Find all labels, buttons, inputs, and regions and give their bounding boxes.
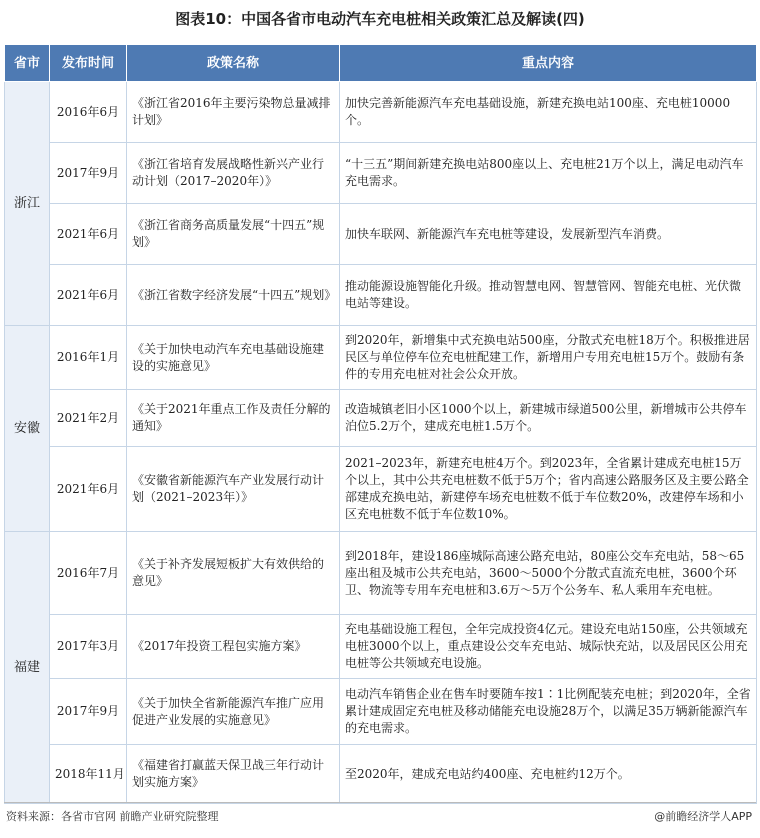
policy-name-cell: 《浙江省数字经济发展“十四五”规划》 <box>127 265 340 326</box>
policy-name-cell: 《浙江省培育发展战略性新兴产业行动计划（2017–2020年）》 <box>127 143 340 204</box>
province-cell: 福建 <box>5 532 50 804</box>
table-row <box>5 745 757 804</box>
date-cell: 2018年11月 <box>50 745 127 804</box>
policy-name-cell: 《关于2021年重点工作及责任分解的通知》 <box>127 390 340 447</box>
table-header-row <box>5 45 757 82</box>
source-note: 资料来源：各省市官网 前瞻产业研究院整理 <box>6 810 219 823</box>
column-header-key-content: 重点内容 <box>340 45 757 82</box>
column-header-date: 发布时间 <box>50 45 127 82</box>
table-row <box>5 447 757 532</box>
policy-name-cell: 《关于补齐发展短板扩大有效供给的意见》 <box>127 532 340 615</box>
date-cell: 2021年6月 <box>50 265 127 326</box>
column-header-province: 省市 <box>5 45 50 82</box>
content-cell: 加快车联网、新能源汽车充电桩等建设，发展新型汽车消费。 <box>340 204 757 265</box>
policy-name-cell: 《福建省打赢蓝天保卫战三年行动计划实施方案》 <box>127 745 340 804</box>
column-header-policy-name: 政策名称 <box>127 45 340 82</box>
date-cell: 2016年1月 <box>50 326 127 390</box>
date-cell: 2021年2月 <box>50 390 127 447</box>
content-cell: 改造城镇老旧小区1000个以上，新建城市绿道500公里，新增城市公共停车泊位5.2万个，建成充电桩1.5万个。 <box>340 390 757 447</box>
province-cell: 安徽 <box>5 326 50 532</box>
chart-title: 图表10：中国各省市电动汽车充电桩相关政策汇总及解读(四) <box>175 10 585 28</box>
table-row <box>5 265 757 326</box>
table-row <box>5 679 757 745</box>
content-cell: 到2018年，建设186座城际高速公路充电站，80座公交车充电站，58～65座出租及城市公共充电站，3600～5000个分散式直流充电桩，3600个环卫、物流等专用车充电桩和3.6万～5万个公务车、私人乘用车充电桩。 <box>340 532 757 615</box>
date-cell: 2016年6月 <box>50 82 127 143</box>
date-cell: 2017年9月 <box>50 679 127 745</box>
policy-name-cell: 《关于加快全省新能源汽车推广应用促进产业发展的实施意见》 <box>127 679 340 745</box>
content-cell: 电动汽车销售企业在售车时要随车按1∶1比例配装充电桩；到2020年，全省累计建成固定充电桩及移动储能充电设施28万个，以满足35万辆新能源汽车的充电需求。 <box>340 679 757 745</box>
policy-name-cell: 《安徽省新能源汽车产业发展行动计划（2021–2023年）》 <box>127 447 340 532</box>
content-cell: “十三五”期间新建充换电站800座以上、充电桩21万个以上，满足电动汽车充电需求。 <box>340 143 757 204</box>
table-row <box>5 532 757 615</box>
table-row <box>5 204 757 265</box>
policy-name-cell: 《2017年投资工程包实施方案》 <box>127 615 340 679</box>
content-cell: 加快完善新能源汽车充电基础设施，新建充换电站100座、充电桩10000个。 <box>340 82 757 143</box>
date-cell: 2021年6月 <box>50 447 127 532</box>
policy-table <box>4 44 757 804</box>
footer-divider <box>4 802 756 803</box>
table-row <box>5 326 757 390</box>
policy-name-cell: 《浙江省商务高质量发展“十四五”规划》 <box>127 204 340 265</box>
brand-credit: @前瞻经济学人APP <box>654 810 752 823</box>
content-cell: 至2020年，建成充电站约400座、充电桩约12万个。 <box>340 745 757 804</box>
table-row <box>5 615 757 679</box>
content-cell: 到2020年，新增集中式充换电站500座，分散式充电桩18万个。积极推进居民区与单位停车位充电桩配建工作，新增用户专用充电桩15万个。鼓励有条件的专用充电桩对社会公众开放。 <box>340 326 757 390</box>
date-cell: 2021年6月 <box>50 204 127 265</box>
table-row <box>5 390 757 447</box>
policy-name-cell: 《浙江省2016年主要污染物总量减排计划》 <box>127 82 340 143</box>
content-cell: 充电基础设施工程包，全年完成投资4亿元。建设充电站150座，公共领域充电桩3000个以上，重点建设公交车充电站、城际快充站，以及居民区公用充电桩等公共领域充电设施。 <box>340 615 757 679</box>
table-row <box>5 82 757 143</box>
date-cell: 2017年9月 <box>50 143 127 204</box>
content-cell: 推动能源设施智能化升级。推动智慧电网、智慧管网、智能充电桩、光伏微电站等建设。 <box>340 265 757 326</box>
province-cell: 浙江 <box>5 82 50 326</box>
date-cell: 2016年7月 <box>50 532 127 615</box>
content-cell: 2021–2023年，新建充电桩4万个。到2023年，全省累计建成充电桩15万个以上，其中公共充电桩数不低于5万个；省内高速公路服务区及主要公路全部建成充换电站，新建停车场充电桩数不低于车位数20%，改建停车场和小区充电桩数不低于车位数10%。 <box>340 447 757 532</box>
table-row <box>5 143 757 204</box>
policy-name-cell: 《关于加快电动汽车充电基础设施建设的实施意见》 <box>127 326 340 390</box>
date-cell: 2017年3月 <box>50 615 127 679</box>
